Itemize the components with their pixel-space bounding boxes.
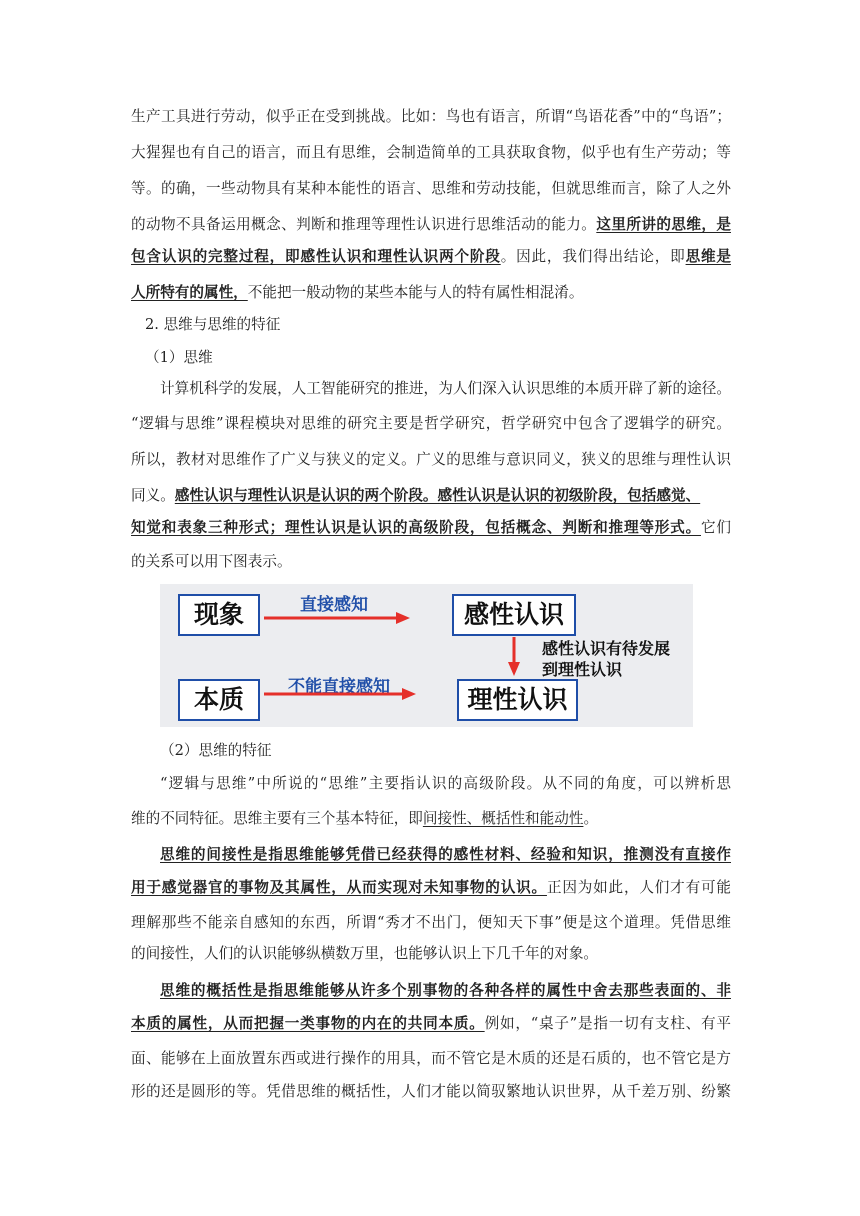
text: 不能把一般动物的某些本能与人的特有属性相混淆。	[247, 284, 584, 301]
text: 维的不同特征。思维主要有三个基本特征，即	[131, 810, 423, 827]
development-note	[542, 638, 670, 680]
paragraph-3-line-1	[160, 774, 731, 794]
paragraph-5-line-1	[160, 981, 731, 1001]
paragraph-2-line-2	[131, 414, 731, 434]
text: 形的还是圆形的等。凭借思维的概括性，人们才能以简驭繁地认识世界，从千差万别、纷繁	[131, 1083, 731, 1100]
text: 大猩猩也有自己的语言，而且有思维，会制造简单的工具获取食物，似乎也有生产劳动；等	[131, 144, 731, 161]
section-heading: 2. 思维与思维的特征	[145, 316, 281, 333]
perceptual-cognition-box: 感性认识	[452, 594, 576, 636]
cognition-diagram	[160, 584, 693, 727]
text: 的关系可以用下图表示。	[131, 553, 292, 570]
paragraph-4-line-4	[131, 944, 731, 964]
emphasis-text: 感性认识与理性认识是认识的两个阶段。感性认识是认识的初级阶段，包括感觉、	[174, 487, 701, 504]
paragraph-5-line-2	[131, 1014, 731, 1034]
paragraph-3-line-2	[131, 809, 731, 829]
paragraph-1-line-6	[131, 283, 731, 303]
rational-cognition-box: 理性认识	[457, 679, 578, 721]
text: 的间接性，人们的认识能够纵横数万里，也能够认识上下几千年的对象。	[131, 945, 599, 962]
emphasis-text: 包含认识的完整过程，即感性认识和理性认识两个阶段	[131, 248, 501, 265]
emphasis-text: 这里所讲的思维，是	[596, 216, 731, 233]
paragraph-1-line-1	[131, 107, 731, 127]
text: 理解那些不能亲自感知的东西，所谓“秀才不出门，便知天下事”便是这个道理。凭借思维	[131, 914, 731, 931]
emphasis-text: 人所特有的属性，	[131, 284, 248, 301]
emphasis-text: 知觉和表象三种形式；理性认识是认识的高级阶段，包括概念、判断和推理等形式。	[131, 519, 701, 536]
text: 生产工具进行劳动，似乎正在受到挑战。比如：鸟也有语言，所谓“鸟语花香”中的“鸟语”；	[131, 108, 731, 125]
text: 正因为如此，人们才有可能	[546, 879, 731, 896]
text: 等。的确，一些动物具有某种本能性的语言、思维和劳动技能，但就思维而言，除了人之外	[131, 180, 731, 197]
paragraph-1-line-3	[131, 179, 731, 199]
note-line-2: 到理性认识	[542, 660, 623, 679]
text: “逻辑与思维”课程模块对思维的研究主要是哲学研究，哲学研究中包含了逻辑学的研究。	[131, 415, 731, 432]
arrow-right-bottom-icon	[264, 688, 416, 700]
arrow-right-top-icon	[264, 612, 410, 624]
emphasis-text: 思维的间接性是指思维能够凭借已经获得的感性材料、经验和知识，推测没有直接作	[160, 846, 731, 863]
paragraph-1-line-2	[131, 143, 731, 163]
essence-box: 本质	[178, 679, 260, 721]
text: 所以，教材对思维作了广义与狭义的定义。广义的思维与意识同义，狭义的思维与理性认识	[131, 451, 731, 468]
note-line-1: 感性认识有待发展	[542, 639, 671, 658]
emphasis-text: 思维是	[685, 248, 731, 265]
paragraph-1-line-4	[131, 215, 731, 235]
paragraph-2-line-3	[131, 450, 731, 470]
paragraph-4-line-1	[160, 845, 731, 865]
text: 。	[583, 810, 599, 827]
paragraph-1-line-5	[131, 247, 731, 267]
paragraph-2-line-5	[131, 518, 731, 538]
text: “逻辑与思维”中所说的“思维”主要指认识的高级阶段。从不同的角度，可以辨析思	[160, 775, 731, 792]
arrow-down-icon	[508, 637, 520, 676]
text: 例如，“桌子”是指一切有支柱、有平	[484, 1015, 731, 1032]
indirect-perception-label: 不能直接感知	[288, 677, 390, 697]
emphasis-text: 间接性、概括性和能动性	[422, 810, 584, 827]
subsection-heading: （1）思维	[145, 349, 213, 366]
emphasis-text: 本质的属性，从而把握一类事物的内在的共同本质。	[131, 1015, 485, 1032]
text: 的动物不具备运用概念、判断和推理等理性认识进行思维活动的能力。	[131, 216, 597, 233]
paragraph-2-line-4	[131, 486, 731, 506]
paragraph-2-line-6	[131, 552, 731, 572]
direct-perception-label: 直接感知	[300, 595, 368, 615]
subsection-heading: （2）思维的特征	[160, 742, 272, 759]
paragraph-5-line-4	[131, 1082, 731, 1102]
paragraph-4-line-2	[131, 878, 731, 898]
text: 它们	[700, 519, 731, 536]
text: 计算机科学的发展，人工智能研究的推进，为人们深入认识思维的本质开辟了新的途径。	[160, 380, 731, 397]
phenomenon-box: 现象	[178, 594, 260, 636]
emphasis-text: 用于感觉器官的事物及其属性，从而实现对未知事物的认识。	[131, 879, 547, 896]
text: 面、能够在上面放置东西或进行操作的用具，而不管它是木质的还是石质的，也不管它是方	[131, 1050, 731, 1067]
text: 同义。	[131, 487, 175, 504]
paragraph-5-line-3	[131, 1049, 731, 1069]
paragraph-2-line-1	[160, 379, 731, 399]
emphasis-text: 思维的概括性是指思维能够从许多个别事物的各种各样的属性中舍去那些表面的、非	[160, 982, 731, 999]
text: 。因此，我们得出结论，即	[500, 248, 686, 265]
paragraph-4-line-3	[131, 913, 731, 933]
